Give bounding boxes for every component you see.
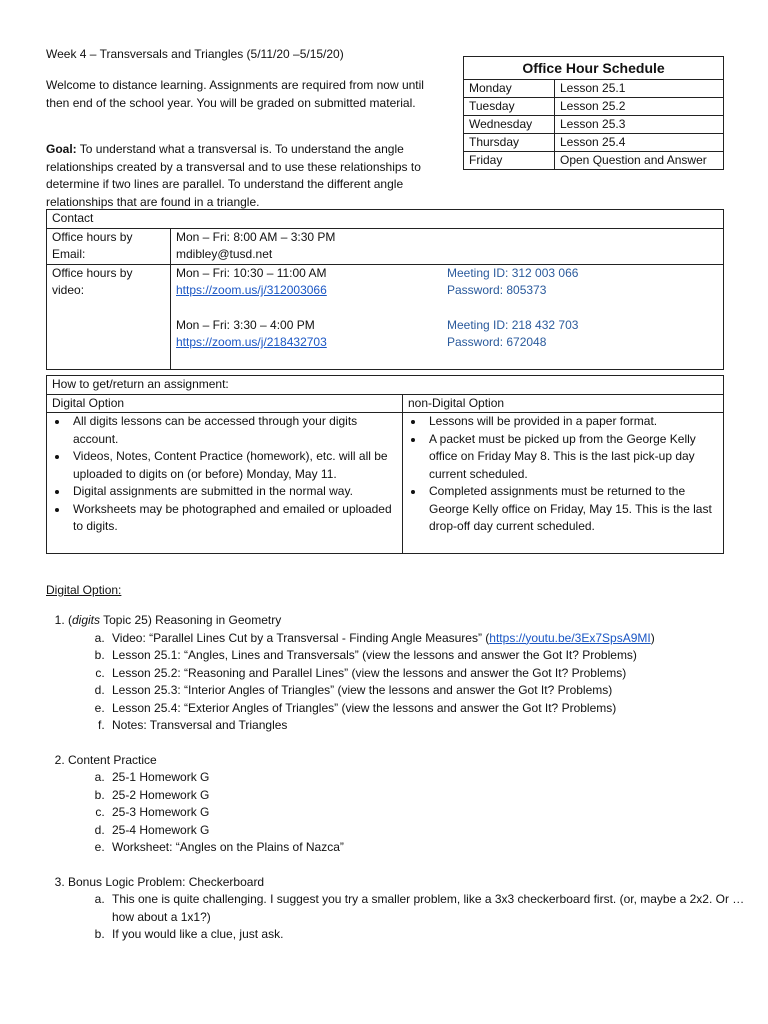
list-item bbox=[68, 874, 758, 944]
youtube-link[interactable]: https://youtu.be/3Ex7SpsA9MI bbox=[489, 630, 651, 645]
list-item: • All digits lessons can be accessed through your digits account. bbox=[69, 413, 397, 448]
table-row bbox=[464, 98, 724, 116]
list-item: d. Lesson 25.3: “Interior Angles of Triangles” (view the lessons and answer the Got It? Problems) bbox=[108, 682, 758, 700]
list-item: • Lessons will be provided in a paper format. bbox=[425, 413, 718, 431]
email-address: mdibley@tusd.net bbox=[176, 247, 273, 261]
list-item: b. 25-2 Homework G bbox=[108, 787, 758, 805]
lesson-cell: Lesson 25.3 bbox=[555, 116, 724, 134]
list-item bbox=[68, 752, 758, 857]
list-item: a. This one is quite challenging. I suggest you try a smaller problem, like a 3x3 checkerboard first. (or, maybe a 2x2. Or … how about a 1x1?) bbox=[108, 891, 758, 926]
contact-title: Contact bbox=[47, 210, 724, 229]
assignment-table bbox=[46, 375, 724, 554]
list-item: e. Worksheet: “Angles on the Plains of Nazca” bbox=[108, 839, 758, 857]
list-item: c. 25-3 Homework G bbox=[108, 804, 758, 822]
list-item: • Worksheets may be photographed and emailed or uploaded to digits. bbox=[69, 501, 397, 536]
list-item: c. Lesson 25.2: “Reasoning and Parallel Lines” (view the lessons and answer the Got It? Problems) bbox=[108, 665, 758, 683]
table-row bbox=[464, 134, 724, 152]
list-item: • Completed assignments must be returned to the George Kelly office on Friday, May 15. This is the last drop-off day current scheduled. bbox=[425, 483, 718, 536]
meeting-id-1: Meeting ID: 312 003 066 bbox=[447, 265, 579, 280]
lesson-cell: Open Question and Answer bbox=[555, 152, 724, 170]
list-item: • Digital assignments are submitted in the normal way. bbox=[69, 483, 397, 501]
nondigital-option-header: non-Digital Option bbox=[403, 394, 724, 413]
page-title: Week 4 – Transversals and Triangles (5/11/20 –5/15/20) bbox=[46, 47, 344, 61]
day-cell: Wednesday bbox=[464, 116, 555, 134]
digital-option-heading: Digital Option: bbox=[46, 583, 122, 597]
office-hour-schedule bbox=[463, 56, 724, 170]
contact-table bbox=[46, 209, 724, 370]
video-label: Office hours by video: bbox=[47, 264, 171, 369]
list-item: b. If you would like a clue, just ask. bbox=[108, 926, 758, 944]
list-item: b. Lesson 25.1: “Angles, Lines and Transversals” (view the lessons and answer the Got It? Problems) bbox=[108, 647, 758, 665]
table-row bbox=[464, 152, 724, 170]
digital-option-steps bbox=[46, 612, 758, 961]
item1-title: (digits Topic 25) Reasoning in Geometry bbox=[68, 613, 282, 627]
goal-label: Goal: bbox=[46, 142, 77, 156]
day-cell: Tuesday bbox=[464, 98, 555, 116]
zoom-link-2[interactable]: https://zoom.us/j/218432703 bbox=[176, 335, 327, 349]
item2-title: Content Practice bbox=[68, 752, 157, 767]
list-item: f. Notes: Transversal and Triangles bbox=[108, 717, 758, 735]
email-label: Office hours by Email: bbox=[47, 228, 171, 264]
list-item: d. 25-4 Homework G bbox=[108, 822, 758, 840]
welcome-text: Welcome to distance learning. Assignments are required from now until then end of the school year. You will be graded on submitted material. bbox=[46, 78, 424, 110]
password-1: Password: 805373 bbox=[447, 283, 547, 297]
lesson-cell: Lesson 25.2 bbox=[555, 98, 724, 116]
list-item: • Videos, Notes, Content Practice (homework), etc. will all be uploaded to digits on (or before) Monday, May 11. bbox=[69, 448, 397, 483]
office-hour-title: Office Hour Schedule bbox=[464, 57, 724, 80]
day-cell: Monday bbox=[464, 80, 555, 98]
zoom-link-1[interactable]: https://zoom.us/j/312003066 bbox=[176, 283, 327, 297]
table-row bbox=[464, 116, 724, 134]
day-cell: Thursday bbox=[464, 134, 555, 152]
day-cell: Friday bbox=[464, 152, 555, 170]
lesson-cell: Lesson 25.1 bbox=[555, 80, 724, 98]
list-item: • A packet must be picked up from the George Kelly office on Friday May 8. This is the last pick-up day current scheduled. bbox=[425, 431, 718, 484]
table-row bbox=[464, 80, 724, 98]
nondigital-option-list bbox=[408, 413, 718, 536]
meeting-id-2: Meeting ID: 218 432 703 bbox=[447, 317, 579, 332]
goal-text: To understand what a transversal is. To understand the angle relationships created by a transversal and to use these relationships to determine if two lines are parallel. To understand the different angle relationships that are found in a triangle. bbox=[46, 142, 421, 209]
list-item: a. 25-1 Homework G bbox=[108, 769, 758, 787]
digital-option-header: Digital Option bbox=[47, 394, 403, 413]
video-hours-1: Mon – Fri: 10:30 – 11:00 AM bbox=[176, 265, 327, 280]
digital-option-list bbox=[52, 413, 397, 536]
item3-title: Bonus Logic Problem: Checkerboard bbox=[68, 874, 265, 889]
list-item: a. Video: “Parallel Lines Cut by a Transversal - Finding Angle Measures” (https://youtu.be/3Ex7SpsA9MI) bbox=[108, 630, 758, 648]
list-item: e. Lesson 25.4: “Exterior Angles of Triangles” (view the lessons and answer the Got It? Problems) bbox=[108, 700, 758, 718]
password-2: Password: 672048 bbox=[447, 335, 547, 349]
email-hours: Mon – Fri: 8:00 AM – 3:30 PM bbox=[176, 229, 336, 244]
assignment-title: How to get/return an assignment: bbox=[47, 376, 724, 395]
lesson-cell: Lesson 25.4 bbox=[555, 134, 724, 152]
list-item bbox=[68, 612, 758, 735]
video-hours-2: Mon – Fri: 3:30 – 4:00 PM bbox=[176, 317, 315, 332]
